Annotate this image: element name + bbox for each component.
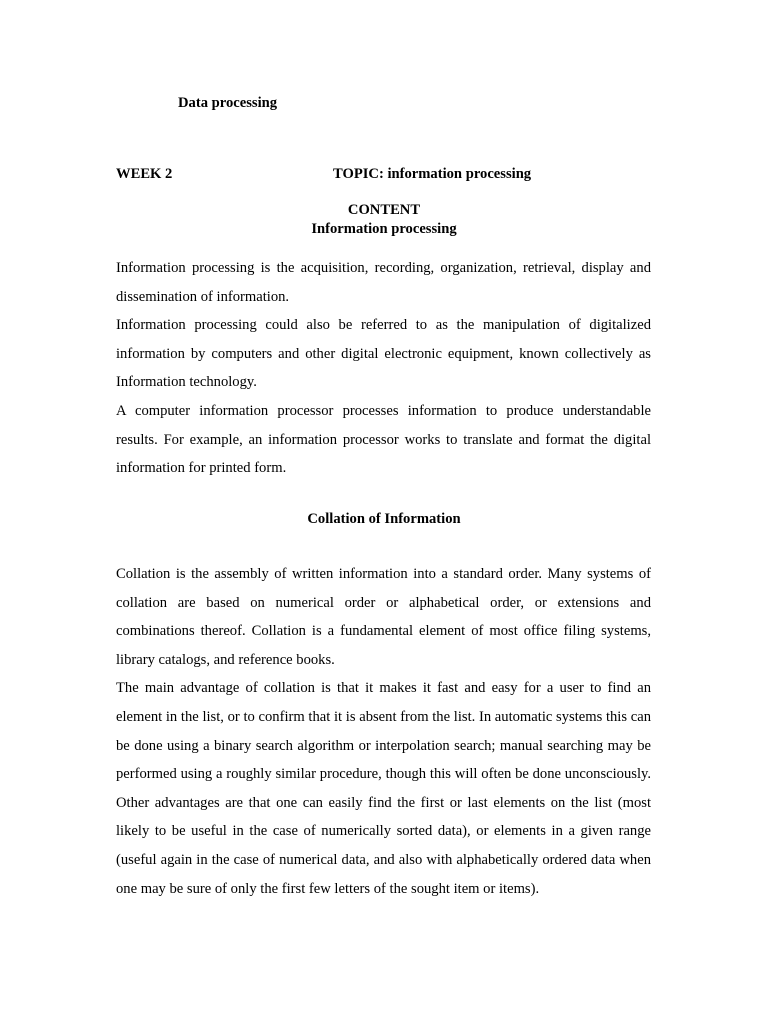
topic-label: TOPIC: information processing [333,166,532,182]
section-heading-collation: Collation of Information [307,511,461,527]
section-body-information-processing [116,254,651,483]
paragraph: A computer information processor processes information to produce understandable results. For example, an information processor works to translate and format the digital information for printed form. [116,402,651,477]
paragraph: Information processing is the acquisition, recording, organization, retrieval, display and dissemination of information. [116,260,651,305]
document-title: Data processing [178,95,278,111]
paragraph: Information processing could also be referred to as the manipulation of digitalized information by computers and other digital electronic equipment, known collectively as Information technology. [116,317,651,391]
section-heading-information-processing: Information processing [311,221,457,237]
section-body-collation [116,560,651,903]
paragraph: Collation is the assembly of written information into a standard order. Many systems of collation are based on numerical order or alphabetical order, or extensions and combinations thereof. Collation is a fundamental element of most office filing systems, library catalogs, and reference books. [116,566,651,668]
week-label: WEEK 2 [116,166,173,182]
content-heading: CONTENT [347,202,421,218]
paragraph: The main advantage of collation is that it makes it fast and easy for a user to find an element in the list, or to confirm that it is absent from the list. In automatic systems this can be done using a binary search algorithm or interpolation search; manual searching may be performed using a roughly similar procedure, though this will often be done unconsciously. Other advantages are that one can easily find the first or last elements on the list (most likely to be useful in the case of numerically sorted data), or elements in a given range (useful again in the case of numerical data, and also with alphabetically ordered data when one may be sure of only the first few letters of the sought item or items). [116,680,651,897]
